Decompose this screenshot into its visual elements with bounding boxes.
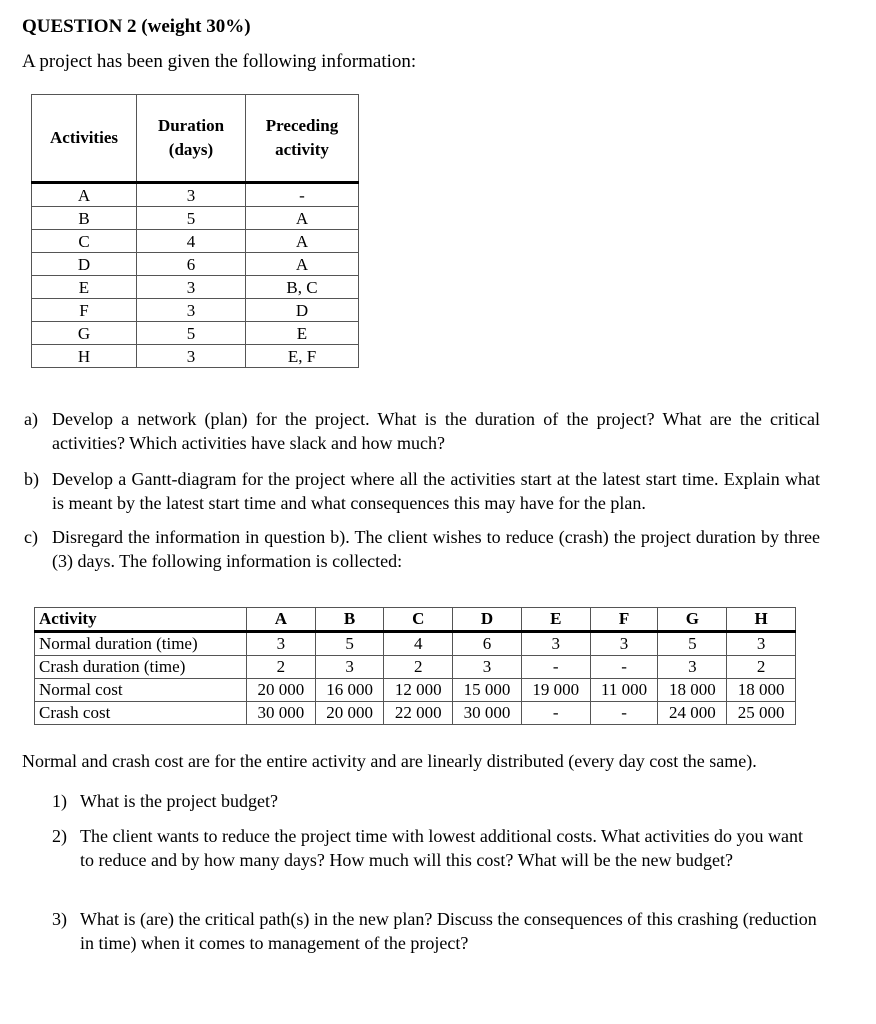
table-row — [32, 207, 359, 230]
crash-table — [34, 607, 796, 725]
intro-text: A project has been given the following information: — [22, 51, 417, 72]
table-cell: 30 000 — [453, 702, 522, 725]
table-cell: 3 — [727, 632, 796, 656]
table-cell: A — [247, 608, 316, 632]
table-row — [32, 276, 359, 299]
table-cell: 5 — [658, 632, 727, 656]
question-title: QUESTION 2 (weight 30%) — [22, 16, 251, 37]
table-cell: D — [246, 299, 359, 322]
subquestion-label: 3) — [52, 909, 67, 929]
table-cell: 4 — [384, 632, 453, 656]
table-cell: 5 — [315, 632, 384, 656]
table-row — [35, 608, 796, 632]
question-label: a) — [24, 409, 38, 429]
table-row — [32, 253, 359, 276]
table-cell: G — [658, 608, 727, 632]
subquestion-text: What is the project budget? — [80, 791, 278, 811]
activities-table — [31, 94, 359, 368]
table-cell: 6 — [453, 632, 522, 656]
table-cell: A — [246, 230, 359, 253]
subquestion-text: What is (are) the critical path(s) in the new plan? Discuss the consequences of this crashing (reduction in time) when it comes to management of the project? — [80, 909, 817, 953]
table-cell: B, C — [246, 276, 359, 299]
question-text: Disregard the information in question b). The client wishes to reduce (crash) the project duration by three (3) days. The following information is collected: — [52, 527, 820, 571]
table-cell: 22 000 — [384, 702, 453, 725]
table-cell: C — [384, 608, 453, 632]
table-cell: A — [246, 207, 359, 230]
table-cell: 3 — [315, 656, 384, 679]
table-cell: G — [32, 322, 137, 345]
table-cell: - — [521, 656, 590, 679]
table-cell: 20 000 — [315, 702, 384, 725]
table-row — [32, 183, 359, 207]
table-row — [35, 656, 796, 679]
table-row — [35, 702, 796, 725]
table-cell: 3 — [137, 276, 246, 299]
table-row — [32, 345, 359, 368]
table-cell: 6 — [137, 253, 246, 276]
table-cell: 3 — [137, 183, 246, 207]
table-row — [32, 322, 359, 345]
table-cell: 3 — [658, 656, 727, 679]
table-cell: 3 — [521, 632, 590, 656]
table-cell: 3 — [453, 656, 522, 679]
table-cell: A — [32, 183, 137, 207]
subquestion-2 — [52, 824, 820, 872]
table-cell: F — [590, 608, 658, 632]
column-header: Duration (days) — [137, 95, 246, 183]
table-cell: D — [453, 608, 522, 632]
table-cell: 2 — [727, 656, 796, 679]
table-cell: 3 — [590, 632, 658, 656]
table-cell: 3 — [137, 299, 246, 322]
table-cell: 3 — [137, 345, 246, 368]
table-cell: Normal cost — [35, 679, 247, 702]
table-cell: E — [246, 322, 359, 345]
table-cell: E — [521, 608, 590, 632]
table-cell: 18 000 — [658, 679, 727, 702]
subquestion-label: 2) — [52, 826, 67, 846]
table-cell: 16 000 — [315, 679, 384, 702]
subquestion-1 — [52, 789, 820, 813]
table-cell: 18 000 — [727, 679, 796, 702]
table-cell: - — [590, 702, 658, 725]
question-label: c) — [24, 527, 38, 547]
table-cell: 2 — [384, 656, 453, 679]
table-header-row — [32, 95, 359, 183]
table-cell: Activity — [35, 608, 247, 632]
table-cell: B — [315, 608, 384, 632]
table-cell: - — [521, 702, 590, 725]
table-cell: A — [246, 253, 359, 276]
question-a — [24, 407, 820, 455]
question-c — [24, 525, 820, 573]
table-row — [35, 679, 796, 702]
table-cell: 15 000 — [453, 679, 522, 702]
table-cell: D — [32, 253, 137, 276]
table-cell: H — [32, 345, 137, 368]
table-cell: C — [32, 230, 137, 253]
table-cell: E — [32, 276, 137, 299]
table-cell: 11 000 — [590, 679, 658, 702]
table-cell: 20 000 — [247, 679, 316, 702]
table-row — [32, 230, 359, 253]
table-cell: H — [727, 608, 796, 632]
table-cell: - — [590, 656, 658, 679]
table-cell: Crash duration (time) — [35, 656, 247, 679]
question-text: Develop a network (plan) for the project. What is the duration of the project? What are the critical activities? Which activities have slack and how much? — [52, 409, 820, 453]
column-header: Activities — [32, 95, 137, 183]
table-cell: F — [32, 299, 137, 322]
subquestion-text: The client wants to reduce the project time with lowest additional costs. What activities do you want to reduce and by how many days? How much will this cost? What will be the new budget? — [80, 826, 803, 870]
question-b — [24, 467, 820, 515]
table-cell: 4 — [137, 230, 246, 253]
question-label: b) — [24, 469, 39, 489]
table-cell: E, F — [246, 345, 359, 368]
table-row — [35, 632, 796, 656]
table-cell: - — [246, 183, 359, 207]
table-cell: 3 — [247, 632, 316, 656]
table-cell: 5 — [137, 207, 246, 230]
table-cell: Crash cost — [35, 702, 247, 725]
table-row — [32, 299, 359, 322]
column-header: Preceding activity — [246, 95, 359, 183]
note-text: Normal and crash cost are for the entire activity and are linearly distributed (every day cost the same). — [22, 751, 757, 771]
table-cell: 12 000 — [384, 679, 453, 702]
table-cell: 2 — [247, 656, 316, 679]
question-text: Develop a Gantt-diagram for the project where all the activities start at the latest start time. Explain what is meant by the latest start time and what consequences this may have for the plan. — [52, 469, 820, 513]
subquestion-3 — [52, 907, 820, 955]
table-cell: 24 000 — [658, 702, 727, 725]
table-cell: 25 000 — [727, 702, 796, 725]
table-cell: B — [32, 207, 137, 230]
table-cell: 5 — [137, 322, 246, 345]
subquestion-label: 1) — [52, 791, 67, 811]
table-cell: Normal duration (time) — [35, 632, 247, 656]
table-cell: 30 000 — [247, 702, 316, 725]
table-cell: 19 000 — [521, 679, 590, 702]
